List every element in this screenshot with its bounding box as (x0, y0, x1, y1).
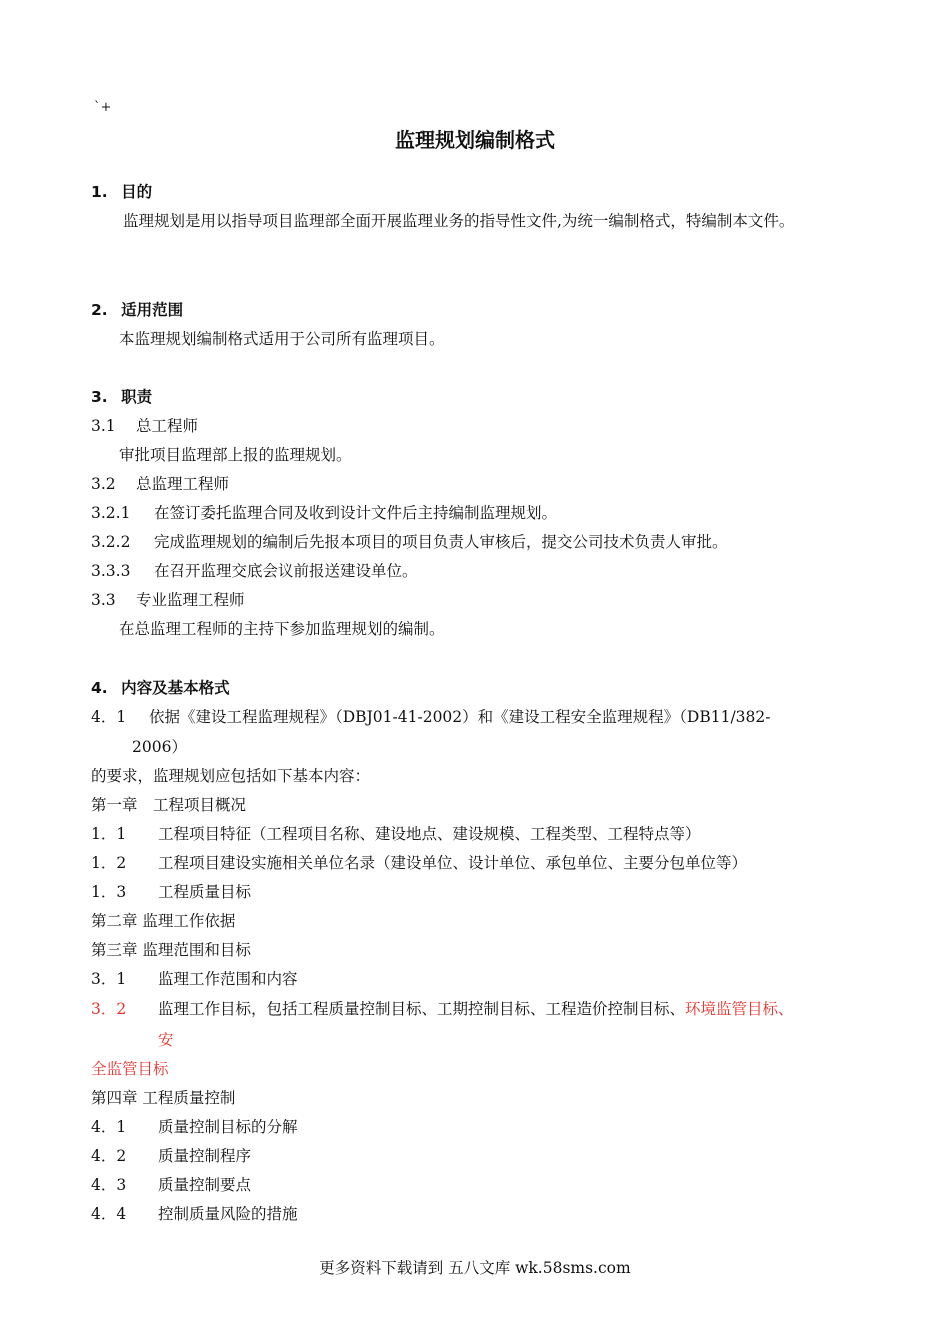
page-title: 监理规划编制格式 (395, 128, 555, 152)
chapter-3-item-2-continuation-2: 全监管目标 (91, 1060, 169, 1078)
item-3-2: 3.2 总监理工程师 (91, 475, 230, 493)
chapter-4-item-1: 4．1 质量控制目标的分解 (91, 1118, 298, 1136)
item-3-3: 3.3 专业监理工程师 (91, 591, 245, 609)
footer-download-note: 更多资料下载请到 五八文库 wk.58sms.com (319, 1259, 631, 1277)
section-1-heading (91, 182, 152, 202)
section-3-number: 3. (91, 388, 108, 406)
item-3-3-3: 3.3.3 在召开监理交底会议前报送建设单位。 (91, 562, 418, 580)
section-4-number: 4. (91, 679, 108, 697)
item-3-1: 3.1 总工程师 (91, 417, 199, 435)
chapter-3-item-2: 3．2 监理工作目标，包括工程质量控制目标、工期控制目标、工程造价控制目标、环境监管目标、 (91, 1000, 794, 1018)
chapter-3: 第三章 监理范围和目标 (91, 941, 251, 959)
chapter-4-item-3: 4．3 质量控制要点 (91, 1176, 252, 1194)
section-2-number: 2. (91, 301, 108, 319)
chapter-1-item-1: 1．1 工程项目特征（工程项目名称、建设地点、建设规模、工程类型、工程特点等） (91, 825, 701, 843)
section-1-paragraph: 监理规划是用以指导项目监理部全面开展监理业务的指导性文件,为统一编制格式，特编制本文件。 (123, 212, 795, 230)
chapter-1-item-2: 1．2 工程项目建设实施相关单位名录（建设单位、设计单位、承包单位、主要分包单位等） (91, 854, 748, 872)
chapter-4-item-4: 4．4 控制质量风险的措施 (91, 1205, 298, 1223)
section-3-heading (91, 387, 152, 407)
chapter-3-item-2-continuation: 安 (158, 1031, 174, 1049)
section-1-title: 目的 (121, 183, 153, 201)
item-3-1-body: 审批项目监理部上报的监理规划。 (119, 446, 352, 464)
item-4-1: 4．1 依据《建设工程监理规程》（DBJ01-41-2002）和《建设工程安全监理规程》（DB11/382- (91, 708, 771, 726)
item-3-2-1: 3.2.1 在签订委托监理合同及收到设计文件后主持编制监理规划。 (91, 504, 558, 522)
chapter-2: 第二章 监理工作依据 (91, 912, 236, 930)
requirement-line: 的要求，监理规划应包括如下基本内容： (91, 767, 371, 785)
item-4-1-continuation: 2006） (132, 738, 187, 756)
section-2-heading (91, 300, 183, 320)
item-3-2-2: 3.2.2 完成监理规划的编制后先报本项目的项目负责人审核后，提交公司技术负责人审批。 (91, 533, 728, 551)
chapter-1: 第一章 工程项目概况 (91, 796, 247, 814)
edit-mark: `+ (94, 100, 112, 115)
chapter-1-item-3: 1．3 工程质量目标 (91, 883, 252, 901)
section-2-text: 本监理规划编制格式适用于公司所有监理项目。 (119, 330, 445, 348)
chapter-3-item-1: 3．1 监理工作范围和内容 (91, 970, 298, 988)
chapter-4-item-2: 4．2 质量控制程序 (91, 1147, 252, 1165)
section-3-title: 职责 (121, 388, 153, 406)
highlighted-text: 环境监管目标、 (685, 1000, 794, 1018)
item-3-3-body: 在总监理工程师的主持下参加监理规划的编制。 (119, 620, 445, 638)
section-4-title: 内容及基本格式 (121, 679, 230, 697)
section-2-title: 适用范围 (121, 301, 184, 319)
section-1-number: 1. (91, 183, 108, 201)
section-4-heading (91, 678, 230, 698)
chapter-4: 第四章 工程质量控制 (91, 1089, 236, 1107)
